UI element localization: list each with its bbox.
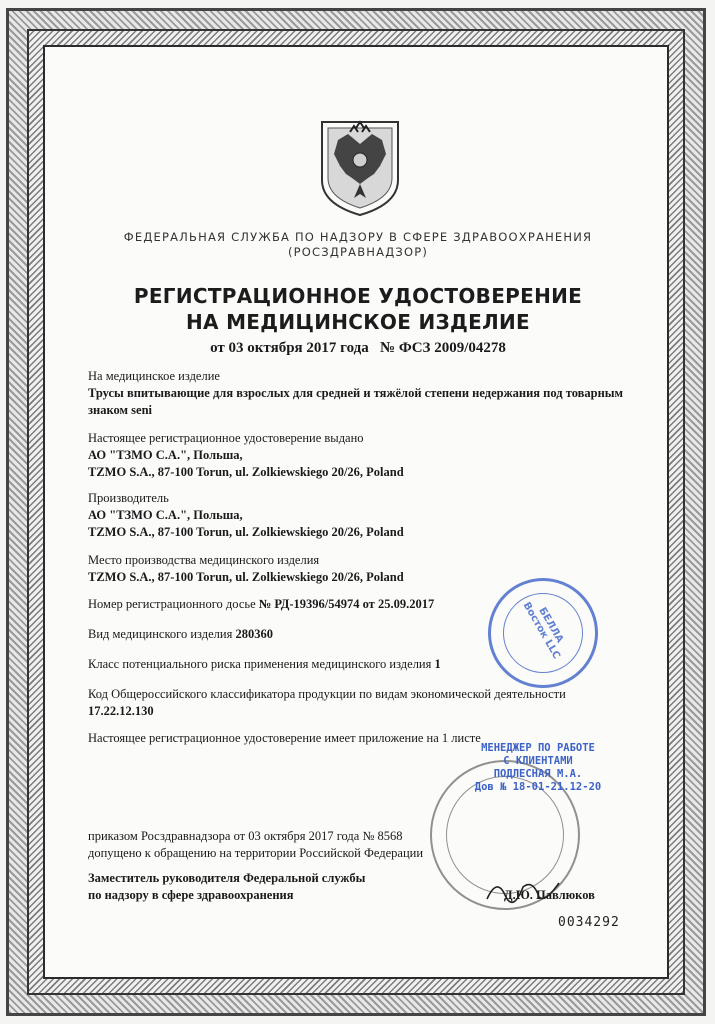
certificate-content	[58, 100, 658, 960]
manufacturer-line1: АО "ТЗМО С.А.", Польша,	[88, 508, 243, 522]
coat-of-arms-emblem	[316, 118, 404, 218]
agency-name	[58, 230, 658, 260]
note-line3: ПОДЛЕСНАЯ М.А.	[493, 768, 583, 780]
number-sign: №	[380, 340, 396, 356]
okp-code-value: 17.22.12.130	[88, 704, 154, 718]
issued-to-line2: TZMO S.A., 87-100 Torun, ul. Zolkiewskiego 20/26, Poland	[88, 465, 404, 479]
note-line4: Дов № 18-01-21.12-20	[474, 781, 602, 793]
appendix-text: Настоящее регистрационное удостоверение имеет приложение на 1 листе	[88, 731, 481, 745]
handwritten-signature	[483, 875, 563, 905]
company-stamp	[488, 578, 598, 688]
registration-number: ФСЗ 2009/04278	[398, 340, 506, 356]
signatory-position-line1: Заместитель руководителя Федеральной службы	[88, 871, 366, 885]
device-type-label: Вид медицинского изделия	[88, 627, 233, 641]
device-name: Трусы впитывающие для взрослых для средней и тяжёлой степени недержания под товарным знаком seni	[88, 386, 624, 417]
risk-class-label: Класс потенциального риска применения медицинского изделия	[88, 657, 432, 671]
order-line1: приказом Росздравнадзора от 03 октября 2017 года № 8568	[88, 829, 403, 843]
signatory-position-line2: по надзору в сфере здравоохранения	[88, 888, 294, 902]
issued-to-section	[88, 430, 628, 481]
okp-code-section	[88, 686, 628, 720]
device-section	[88, 368, 628, 419]
title-line1: РЕГИСТРАЦИОННОЕ УДОСТОВЕРЕНИЕ	[133, 284, 583, 308]
device-label: На медицинское изделие	[88, 369, 220, 383]
certified-copy-note	[458, 742, 618, 794]
issued-to-label: Настоящее регистрационное удостоверение выдано	[88, 431, 364, 445]
registration-date: 03 октября 2017 года	[228, 340, 369, 356]
date-prefix: от	[210, 340, 225, 356]
device-type-value: 280360	[235, 627, 273, 641]
risk-class-value: 1	[434, 657, 441, 671]
okp-code-label: Код Общероссийского классификатора продукции по видам экономической деятельности	[88, 687, 566, 701]
title-line2: НА МЕДИЦИНСКОЕ ИЗДЕЛИЕ	[185, 310, 530, 334]
registration-dateline	[58, 340, 658, 357]
issued-to-line1: АО "ТЗМО С.А.", Польша,	[88, 448, 243, 462]
document-title	[58, 283, 658, 335]
manufacturer-section	[88, 490, 628, 541]
manufacturer-label: Производитель	[88, 491, 169, 505]
serial-number: 0034292	[558, 915, 620, 930]
manufacturer-line2: TZMO S.A., 87-100 Torun, ul. Zolkiewskiego 20/26, Poland	[88, 525, 404, 539]
production-site-line1: TZMO S.A., 87-100 Torun, ul. Zolkiewskiego 20/26, Poland	[88, 570, 404, 584]
dossier-value: № РД-19396/54974 от 25.09.2017	[258, 597, 435, 611]
agency-line1: ФЕДЕРАЛЬНАЯ СЛУЖБА ПО НАДЗОРУ В СФЕРЕ ЗДРАВООХРАНЕНИЯ	[123, 230, 593, 244]
agency-line2: (РОСЗДРАВНАДЗОР)	[287, 245, 429, 259]
order-line2: допущено к обращению на территории Российской Федерации	[88, 846, 424, 860]
note-line2: С КЛИЕНТАМИ	[503, 755, 573, 767]
note-line1: МЕНЕДЖЕР ПО РАБОТЕ	[481, 742, 595, 754]
company-stamp-text: БЕЛЛА Восток LLC	[520, 600, 566, 661]
production-site-label: Место производства медицинского изделия	[88, 553, 320, 567]
dossier-label: Номер регистрационного досье	[88, 597, 256, 611]
signatory-name: Д.Ю. Павлюков	[504, 888, 595, 902]
